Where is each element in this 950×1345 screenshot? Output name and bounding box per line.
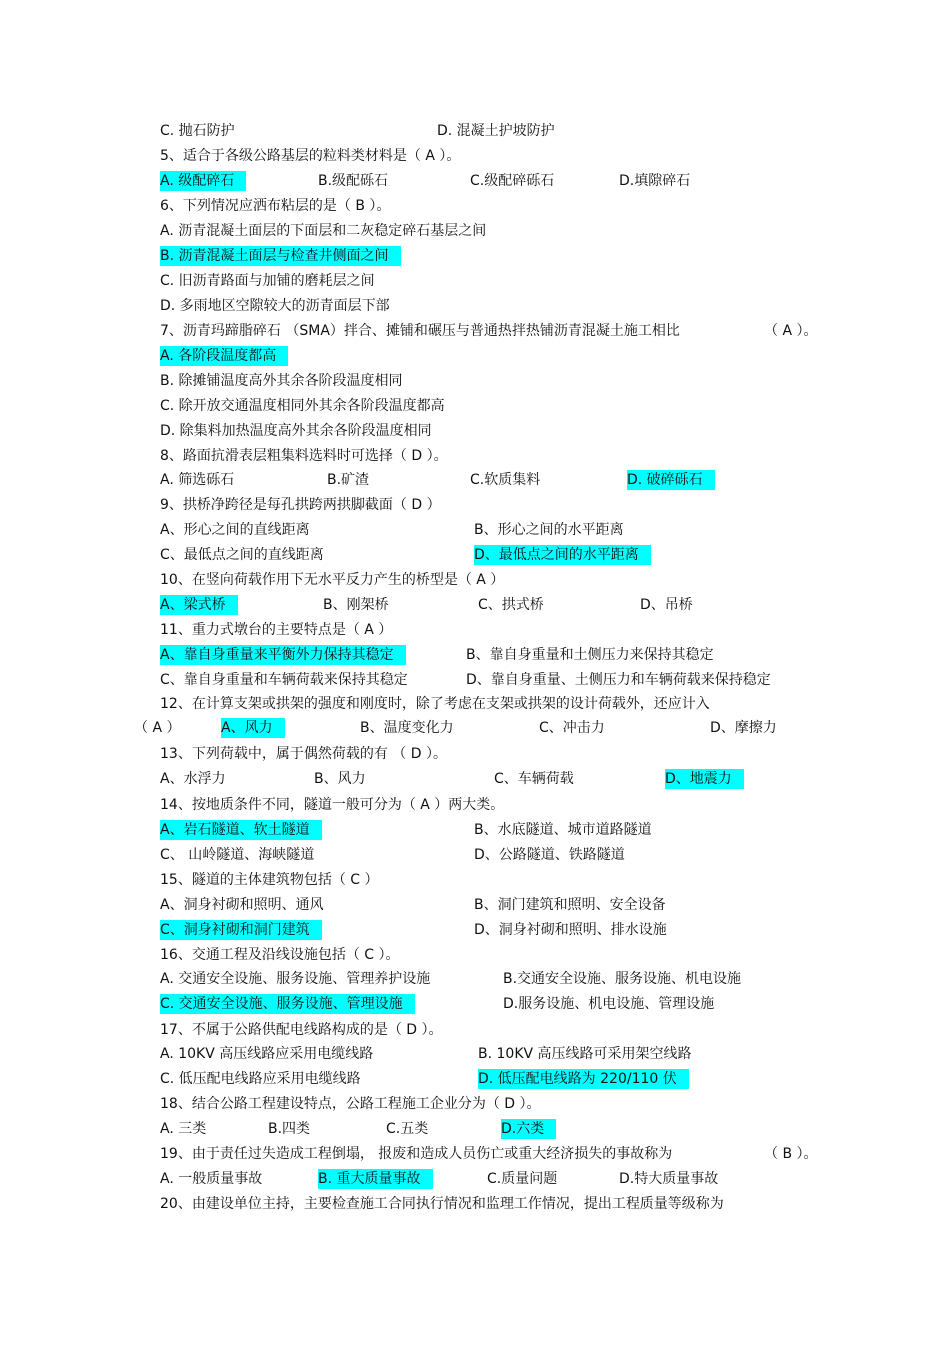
question-text: B、风力 — [314, 771, 366, 787]
question-text: B. 除摊铺温度高外其余各阶段温度相同 — [160, 373, 403, 389]
question-text: D、洞身衬砌和照明、排水设施 — [474, 922, 667, 938]
question-line — [0, 119, 950, 143]
question-line — [0, 716, 950, 740]
question-text: C、拱式桥 — [478, 597, 544, 613]
highlighted-answer-text: D. 破碎砾石 — [627, 470, 715, 490]
question-line — [0, 793, 950, 817]
question-text: C. 低压配电线路应采用电缆线路 — [160, 1071, 361, 1087]
question-text: 11、重力式墩台的主要特点是（ A ） — [160, 622, 393, 638]
question-text: 8、路面抗滑表层粗集料选料时可选择（ D ）。 — [160, 448, 448, 464]
question-line — [0, 643, 950, 667]
question-text: D. 除集料加热温度高外其余各阶段温度相同 — [160, 423, 432, 439]
question-line — [0, 967, 950, 991]
question-line — [0, 1117, 950, 1141]
question-line — [0, 319, 950, 343]
question-text: 20、由建设单位主持，主要检查施工合同执行情况和监理工作情况，提出工程质量等级称为 — [160, 1196, 724, 1212]
question-text: 17、不属于公路供配电线路构成的是（ D ）。 — [160, 1022, 443, 1038]
question-text: （ A ） — [134, 720, 181, 736]
highlighted-answer-text: A. 级配碎石 — [160, 171, 246, 191]
question-line — [0, 468, 950, 492]
question-text: B.交通安全设施、服务设施、机电设施 — [503, 971, 742, 987]
question-text: D、吊桥 — [640, 597, 693, 613]
question-line — [0, 843, 950, 867]
question-text: D.特大质量事故 — [619, 1171, 719, 1187]
question-line — [0, 742, 950, 766]
question-line — [0, 893, 950, 917]
question-text: A. 一般质量事故 — [160, 1171, 263, 1187]
question-text: C. 旧沥青路面与加铺的磨耗层之间 — [160, 273, 375, 289]
question-text: A、水浮力 — [160, 771, 226, 787]
question-line — [0, 493, 950, 517]
question-line — [0, 818, 950, 842]
question-text: A. 沥青混凝土面层的下面层和二灰稳定碎石基层之间 — [160, 223, 487, 239]
highlighted-answer-text: A、靠自身重量来平衡外力保持其稳定 — [160, 645, 406, 665]
question-line — [0, 369, 950, 393]
question-line — [0, 1142, 950, 1166]
question-text: A. 交通安全设施、服务设施、管理养护设施 — [160, 971, 431, 987]
question-line — [0, 1192, 950, 1216]
question-text: C、靠自身重量和车辆荷载来保持其稳定 — [160, 672, 408, 688]
question-text: A、形心之间的直线距离 — [160, 522, 310, 538]
question-text: A. 筛选砾石 — [160, 472, 235, 488]
question-text: D.服务设施、机电设施、管理设施 — [503, 996, 715, 1012]
question-text: D、公路隧道、铁路隧道 — [474, 847, 625, 863]
question-line — [0, 269, 950, 293]
question-text: 6、下列情况应洒布粘层的是（ B ）。 — [160, 198, 391, 214]
question-line — [0, 1018, 950, 1042]
question-line — [0, 194, 950, 218]
question-text: A. 三类 — [160, 1121, 207, 1137]
question-text: B、洞门建筑和照明、安全设备 — [474, 897, 666, 913]
question-line — [0, 767, 950, 791]
question-text: D. 多雨地区空隙较大的沥青面层下部 — [160, 298, 390, 314]
question-line — [0, 1067, 950, 1091]
highlighted-answer-text: A、风力 — [221, 718, 285, 738]
question-text: B.四类 — [268, 1121, 311, 1137]
question-line — [0, 419, 950, 443]
highlighted-answer-text: A、岩石隧道、软土隧道 — [160, 820, 322, 840]
question-line — [0, 618, 950, 642]
question-text: C.质量问题 — [487, 1171, 558, 1187]
question-text: B. 10KV 高压线路可采用架空线路 — [478, 1046, 692, 1062]
highlighted-answer-text: D、地震力 — [665, 769, 744, 789]
highlighted-answer-text: D. 低压配电线路为 220/110 伏 — [478, 1069, 689, 1089]
question-line — [0, 344, 950, 368]
question-text: 9、拱桥净跨径是每孔拱跨两拱脚截面（ D ） — [160, 497, 441, 513]
question-text: D. 混凝土护坡防护 — [437, 123, 555, 139]
highlighted-answer-text: A. 各阶段温度都高 — [160, 346, 288, 366]
question-line — [0, 568, 950, 592]
question-text: （ A ）。 — [764, 323, 818, 339]
highlighted-answer-text: D.六类 — [501, 1119, 556, 1139]
question-text: 14、按地质条件不同，隧道一般可分为（ A ）两大类。 — [160, 797, 505, 813]
highlighted-answer-text: C、洞身衬砌和洞门建筑 — [160, 920, 322, 940]
question-text: D.填隙碎石 — [619, 173, 691, 189]
question-line — [0, 918, 950, 942]
question-text: C. 除开放交通温度相同外其余各阶段温度都高 — [160, 398, 445, 414]
question-text: B、温度变化力 — [360, 720, 454, 736]
question-text: 10、在竖向荷载作用下无水平反力产生的桥型是（ A ） — [160, 572, 505, 588]
question-text: C.软质集料 — [470, 472, 541, 488]
question-text: B.矿渣 — [327, 472, 370, 488]
question-text: B、靠自身重量和土侧压力来保持其稳定 — [466, 647, 714, 663]
question-text: C、冲击力 — [539, 720, 605, 736]
question-line — [0, 1167, 950, 1191]
question-line — [0, 992, 950, 1016]
question-text: A. 10KV 高压线路应采用电缆线路 — [160, 1046, 374, 1062]
question-text: C、最低点之间的直线距离 — [160, 547, 324, 563]
question-line — [0, 444, 950, 468]
question-text: B、形心之间的水平距离 — [474, 522, 624, 538]
question-text: C.级配碎砾石 — [470, 173, 555, 189]
question-line — [0, 668, 950, 692]
question-line — [0, 244, 950, 268]
question-line — [0, 169, 950, 193]
question-line — [0, 1092, 950, 1116]
highlighted-answer-text: D、最低点之间的水平距离 — [474, 545, 651, 565]
question-line — [0, 294, 950, 318]
question-line — [0, 1042, 950, 1066]
highlighted-answer-text: A、梁式桥 — [160, 595, 238, 615]
question-line — [0, 593, 950, 617]
highlighted-answer-text: B. 沥青混凝土面层与检查井侧面之间 — [160, 246, 401, 266]
question-line — [0, 868, 950, 892]
question-line — [0, 692, 950, 716]
question-text: C、 山岭隧道、海峡隧道 — [160, 847, 315, 863]
question-text: B、水底隧道、城市道路隧道 — [474, 822, 652, 838]
question-text: A、洞身衬砌和照明、通风 — [160, 897, 324, 913]
question-text: 19、由于责任过失造成工程倒塌， 报废和造成人员伤亡或重大经济损失的事故称为 — [160, 1146, 673, 1162]
highlighted-answer-text: C. 交通安全设施、服务设施、管理设施 — [160, 994, 415, 1014]
question-line — [0, 219, 950, 243]
question-text: C、车辆荷载 — [494, 771, 574, 787]
question-text: 5、适合于各级公路基层的粒料类材料是（ A ）。 — [160, 148, 461, 164]
question-text: 12、在计算支架或拱架的强度和刚度时，除了考虑在支架或拱架的设计荷载外，还应计入 — [160, 696, 710, 712]
question-text: 15、隧道的主体建筑物包括（ C ） — [160, 872, 379, 888]
question-text: B.级配砾石 — [318, 173, 389, 189]
question-text: C.五类 — [386, 1121, 429, 1137]
question-line — [0, 543, 950, 567]
question-text: C. 抛石防护 — [160, 123, 235, 139]
question-text: 13、下列荷载中，属于偶然荷载的有 （ D ）。 — [160, 746, 447, 762]
question-line — [0, 518, 950, 542]
question-line — [0, 943, 950, 967]
question-text: D、摩擦力 — [710, 720, 777, 736]
question-text: B、刚架桥 — [323, 597, 389, 613]
question-text: D、靠自身重量、土侧压力和车辆荷载来保持稳定 — [466, 672, 771, 688]
highlighted-answer-text: B. 重大质量事故 — [318, 1169, 433, 1189]
question-line — [0, 144, 950, 168]
question-text: 7、沥青玛蹄脂碎石 （SMA）拌合、摊铺和碾压与普通热拌热铺沥青混凝土施工相比 — [160, 323, 680, 339]
question-text: （ B ）。 — [764, 1146, 818, 1162]
question-text: 18、结合公路工程建设特点，公路工程施工企业分为（ D ）。 — [160, 1096, 541, 1112]
question-text: 16、交通工程及沿线设施包括（ C ）。 — [160, 947, 400, 963]
question-line — [0, 394, 950, 418]
